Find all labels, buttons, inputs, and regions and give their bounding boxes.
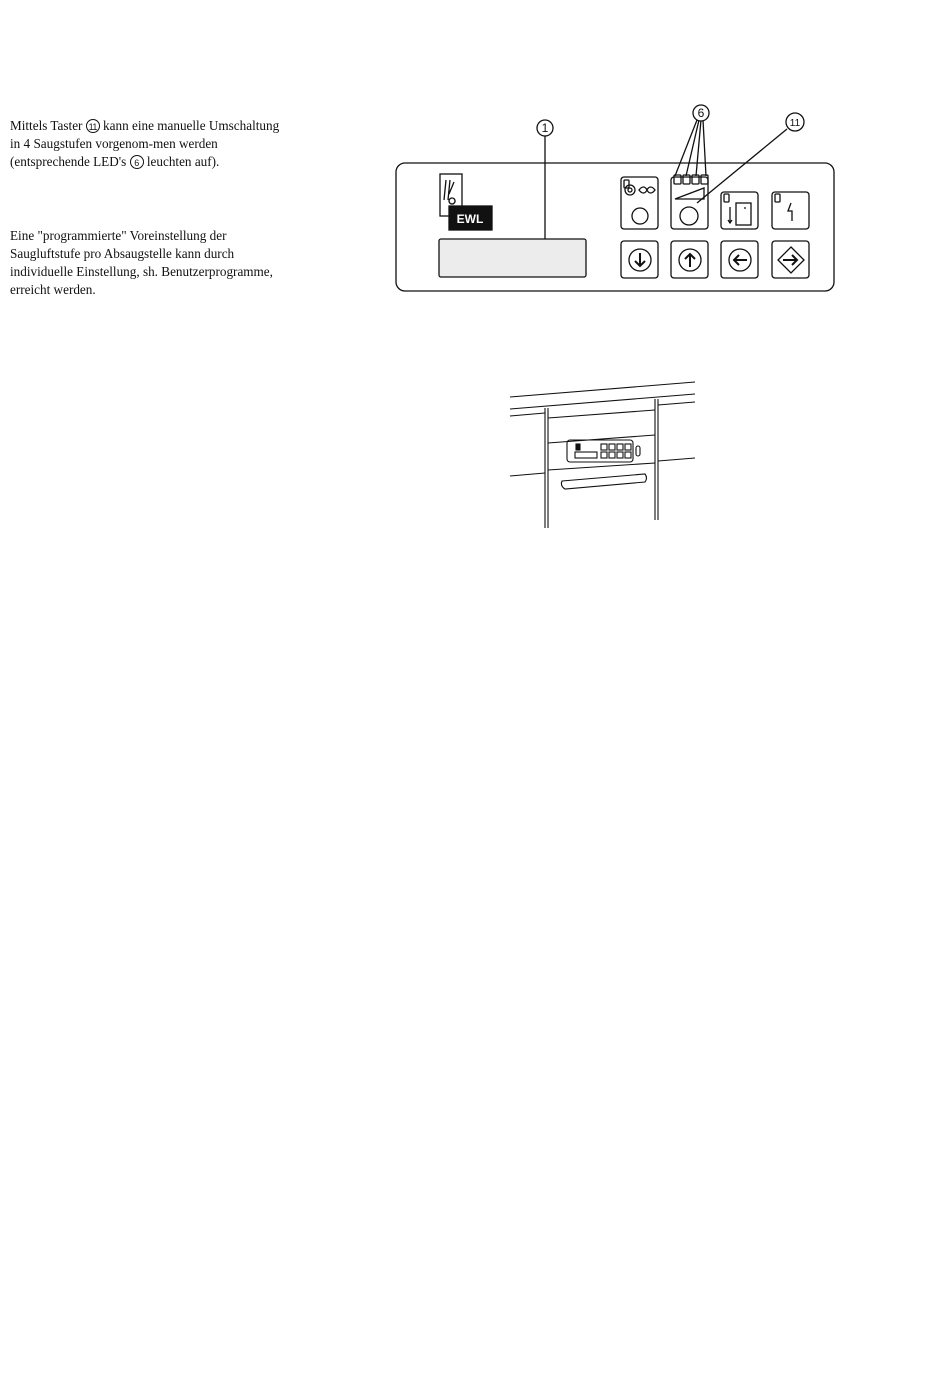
- counter-right-line: [658, 402, 695, 405]
- paragraph-text: Mittels Taster: [10, 118, 86, 133]
- infinity-icon: [639, 187, 655, 193]
- mini-key: [601, 444, 607, 450]
- program-arrow-icon: [728, 207, 746, 223]
- drawer-top-line: [548, 410, 655, 418]
- arrow-up-icon: [685, 254, 695, 267]
- reference-badge-11: 11: [86, 119, 100, 133]
- fault-icon: [788, 203, 792, 221]
- mini-key: [625, 444, 631, 450]
- callout-label-1: 1: [541, 121, 549, 135]
- arrow-right-icon: [783, 255, 797, 265]
- mini-key: [625, 452, 631, 458]
- reference-badge-6: 6: [130, 155, 144, 169]
- counter-left-line: [510, 413, 545, 416]
- paragraph-preset: Eine "programmierte" Voreinstellung der Saugluftstufe pro Absaugstelle kann durch individuelle Einstellung, sh. Benutzerprogramme, erreicht werden.: [10, 228, 273, 297]
- callout-line-6d: [703, 120, 706, 176]
- callout-label-6: 6: [697, 106, 705, 120]
- mini-key: [617, 444, 623, 450]
- paragraph-text: kann eine manuelle Umschaltung in 4 Saugstufen vorgenom-men werden (entsprechende LED's: [10, 118, 280, 169]
- led: [724, 194, 729, 202]
- program-icon: [736, 203, 751, 225]
- counter-right-lower: [658, 458, 695, 461]
- mini-control-panel: [567, 440, 633, 462]
- display-window: [439, 239, 586, 277]
- control-panel-figure: [0, 0, 950, 600]
- key-button-circle: [680, 207, 698, 225]
- key-button-circle: [632, 208, 648, 224]
- arrow-down-icon: [635, 253, 645, 266]
- cabinet-figure: [510, 382, 695, 528]
- logo-text: EWL: [456, 212, 484, 226]
- key-rotation[interactable]: [621, 177, 658, 229]
- mini-key: [609, 452, 615, 458]
- mini-display: [575, 452, 597, 458]
- mini-key: [601, 452, 607, 458]
- mini-logo: [576, 444, 580, 450]
- arrow-left-icon: [734, 255, 747, 265]
- counter-top-line: [510, 382, 695, 397]
- mini-key: [609, 444, 615, 450]
- panel-bottom-line: [548, 463, 655, 470]
- counter-left-lower: [510, 473, 545, 476]
- mini-key: [617, 452, 623, 458]
- led: [775, 194, 780, 202]
- paragraph-text: leuchten auf).: [143, 154, 220, 169]
- counter-edge-line: [510, 394, 695, 409]
- rotation-icon-core: [628, 188, 632, 192]
- panel-top-line: [548, 435, 655, 443]
- callout-line-6a: [675, 120, 697, 176]
- drawer-handle: [561, 474, 646, 489]
- callout-label-11: 11: [789, 118, 801, 129]
- suction-ramp-icon: [675, 188, 704, 199]
- key-program[interactable]: [721, 192, 758, 229]
- rotation-icon: [625, 185, 635, 195]
- key-suction-level[interactable]: [671, 177, 708, 229]
- logo-mark-icon: [444, 180, 455, 204]
- mini-knob: [636, 446, 640, 456]
